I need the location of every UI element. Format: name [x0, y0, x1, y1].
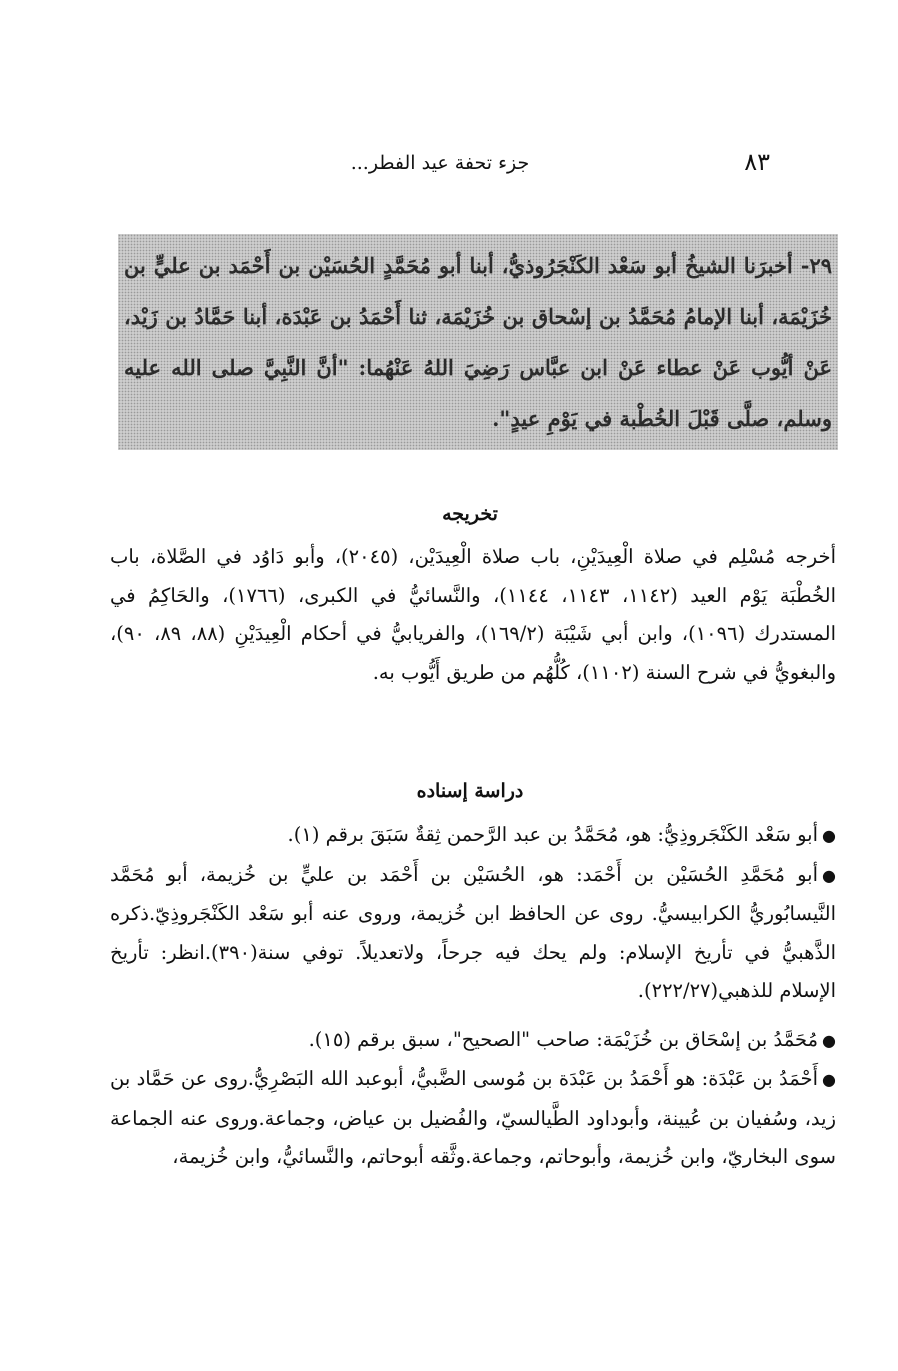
bullet-icon: ●	[822, 865, 836, 885]
bullet-icon: ●	[822, 826, 836, 845]
isnad-item	[110, 816, 836, 856]
page-number: ٨٣	[744, 148, 770, 176]
isnad-item	[110, 856, 836, 1011]
bullet-icon: ●	[822, 1070, 836, 1089]
isnad-list	[110, 816, 836, 1177]
page-header	[110, 147, 770, 181]
hadith-box	[118, 234, 838, 450]
isnad-item-text: مُحَمَّدُ بن إسْحَاق بن خُزَيْمَة: صاحب "الصحيح"، سبق برقم (١٥).	[308, 1027, 819, 1051]
bullet-icon: ●	[822, 1030, 836, 1050]
isnad-item-text: أبو مُحَمَّدِ الحُسَيْن بن أَحْمَد: هو، الحُسَيْن بن أَحْمَد بن عليٍّ بن خُزيمة، أبو مُحَمَّد النَّيسابُوريُّ الكرابيسيُّ. روى عن الحافظ ابن خُزيمة، وروى عنه أبو سَعْد الكَنْجَروذِيّ.ذكره الذَّهبيُّ في تأريخ الإسلام: ولم يحك فيه جرحاً، ولاتعديلاً. توفي سنة(٣٩٠).انظر: تأريخ الإسلام للذهبي(٢٢٢/٢٧).	[110, 862, 836, 1002]
takhrij-title: تخريجه	[442, 503, 498, 525]
hadith-text: ٢٩- أخبرَنا الشيخُ أبو سَعْد الكَنْجَرُوذيُّ، أبنا أبو مُحَمَّدٍ الحُسَيْن بن أَحْمَد بن عليٍّ بن خُزَيْمَة، أبنا الإمامُ مُحَمَّدُ بن إسْحاق بن خُزَيْمَة، ثنا أَحْمَدُ بن عَبْدَة، أبنا حَمَّادُ بن زَيْد، عَنْ أيُّوب عَنْ عطاء عَنْ ابن عبَّاس رَضِيَ اللهُ عَنْهُما: "أنَّ النَّبِيَّ صلى الله عليه وسلم، صلَّى قَبْلَ الخُطْبة في يَوْمِ عيدٍ".	[124, 253, 832, 431]
running-title: جزء تحفة عيد الفطر...	[350, 152, 530, 174]
isnad-item-text: أبو سَعْد الكَنْجَروذِيُّ: هو، مُحَمَّدُ بن عبد الرَّحمن ثِقةٌ سَبَقَ برقم (١).	[287, 823, 819, 846]
isnad-item	[110, 1021, 836, 1061]
isnad-item	[110, 1060, 836, 1177]
isnad-title: دراسة إسناده	[416, 780, 524, 802]
takhrij-text: أخرجه مُسْلِم في صلاة الْعِيدَيْنِ، باب صلاة الْعِيدَيْن، (٢٠٤٥)، وأبو دَاوُد في الصَّلاة، باب الخُطْبَة يَوْم العيد (١١٤٢، ١١٤٣، ١١٤٤)، والنَّسائيُّ في الكبرى، (١٧٦٦)، والحَاكِمُ في المستدرك (١٠٩٦)، وابن أبي شَيْبَة (١٦٩/٢)، والفريابيُّ في أحكام الْعِيدَيْنِ (٨٨، ٨٩، ٩٠)، والبغويُّ في شرح السنة (١١٠٢)، كُلُّهُم من طريق أَيُّوب به.	[110, 545, 837, 684]
isnad-item-text: أَحْمَدُ بن عَبْدَة: هو أَحْمَدُ بن عَبْدَة بن مُوسى الضَّبيُّ، أبوعبد الله البَصْرِيُّ.روى عن حَمَّاد بن زيد، وسُفيان بن عُيينة، وأبوداود الطَّيالسيّ، والفُضيل بن عياض، وجماعة.وروى عنه الجماعة سوى البخاريّ، وابن خُزيمة، وأبوحاتم، وجماعة.وثَّقه أبوحاتم، والنَّسائيُّ، وابن خُزيمة،	[110, 1067, 836, 1168]
